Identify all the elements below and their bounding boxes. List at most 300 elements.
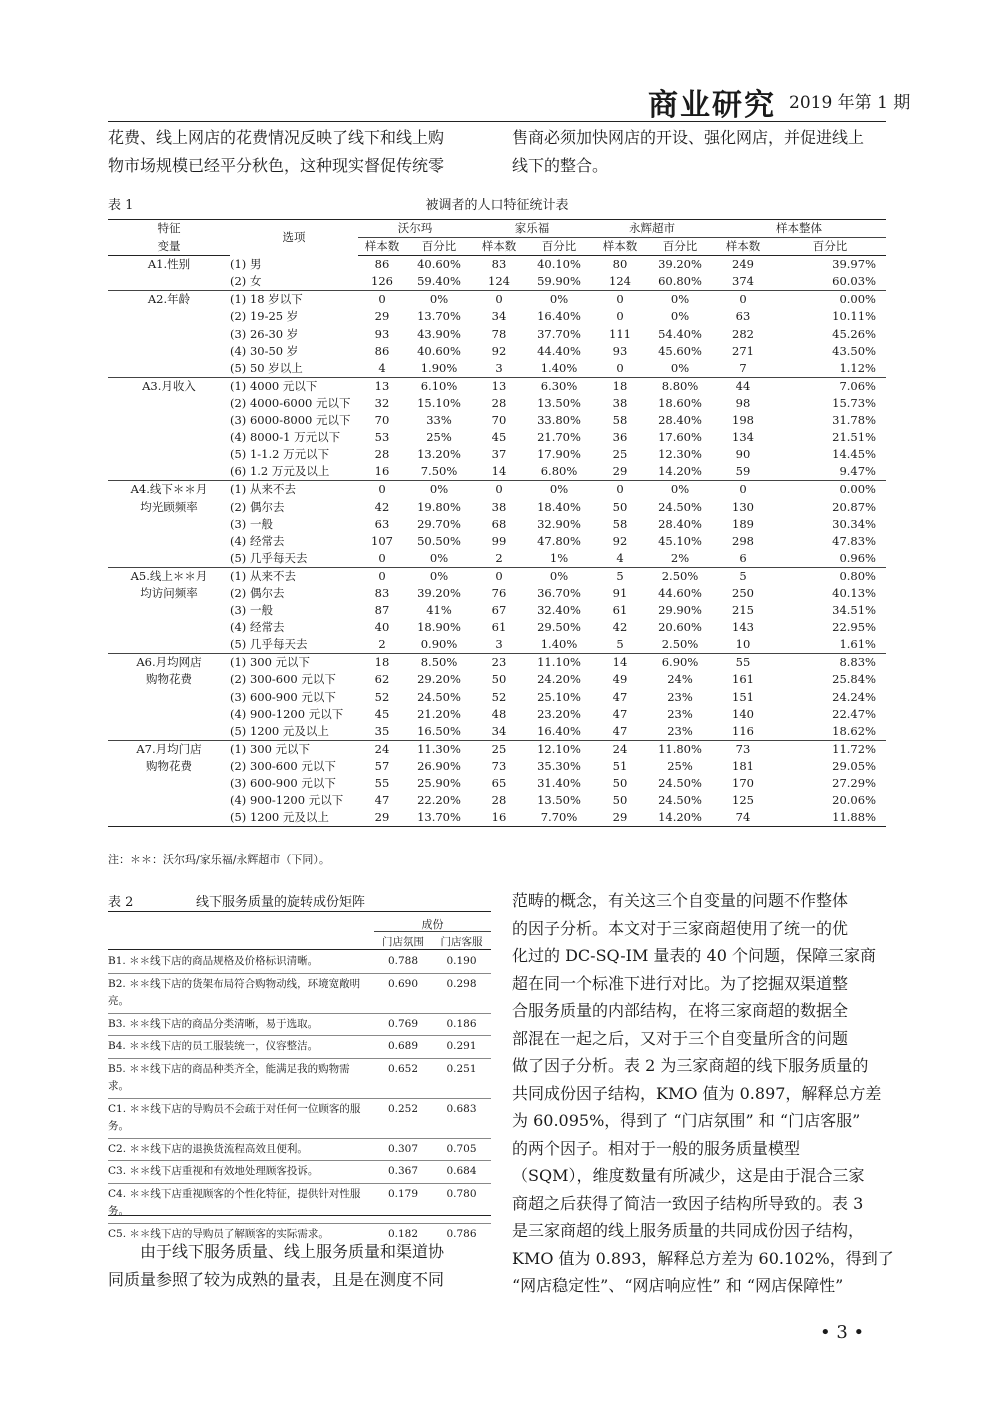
cell-percent: 59.90% bbox=[526, 273, 592, 291]
cell-percent: 21.51% bbox=[832, 430, 876, 445]
cell-percent: 27.29% bbox=[832, 776, 876, 790]
cell-percent: 14.20% bbox=[648, 463, 712, 481]
cell-percent: 8.83% bbox=[839, 655, 876, 670]
cell-count: 90 bbox=[735, 447, 751, 462]
cell-percent: 1.61% bbox=[774, 636, 886, 654]
cell-percent: 0% bbox=[670, 482, 690, 497]
cell-count: 5 bbox=[739, 568, 747, 583]
table-row bbox=[108, 273, 886, 291]
cell-count: 63 bbox=[374, 516, 390, 531]
cell-count: 249 bbox=[732, 257, 754, 272]
cell-count: 50 bbox=[491, 672, 507, 687]
cell-variable bbox=[108, 550, 230, 568]
cell-count: 51 bbox=[612, 758, 628, 773]
cell-percent: 9.47% bbox=[774, 463, 886, 481]
table1-note: 注：＊＊：沃尔玛/家乐福/永辉超市（下同）。 bbox=[108, 853, 330, 866]
cell-count: 18 bbox=[612, 378, 628, 393]
cell-option: (2) 4000-6000 元以下 bbox=[230, 395, 351, 410]
cell-percent: 43.50% bbox=[832, 343, 876, 358]
cell-count: 5 bbox=[592, 636, 648, 654]
cell-variable bbox=[108, 636, 230, 654]
cell-percent: 6.90% bbox=[661, 655, 699, 670]
table2-loading-atmosphere: 0.367 bbox=[387, 1165, 419, 1177]
table-row bbox=[108, 689, 886, 706]
cell-percent: 24% bbox=[667, 672, 693, 687]
text-line: 为 60.095%，得到了 “门店氛围” 和 “门店客服” bbox=[512, 1111, 861, 1130]
cell-count: 47 bbox=[612, 706, 628, 721]
table-row bbox=[108, 481, 886, 499]
cell-percent: 0% bbox=[549, 482, 569, 497]
cell-percent: 11.30% bbox=[417, 741, 461, 756]
cell-count: 2 bbox=[358, 636, 406, 654]
cell-count: 125 bbox=[732, 793, 754, 808]
table-row bbox=[108, 809, 886, 827]
cell-count: 24 bbox=[612, 741, 628, 756]
cell-variable: 均光顾频率 bbox=[140, 499, 198, 514]
header-option: 选项 bbox=[230, 220, 358, 256]
intro-left-column bbox=[108, 124, 488, 179]
cell-percent: 21.20% bbox=[417, 706, 461, 721]
subheader-pct: 百分比 bbox=[774, 238, 886, 256]
cell-percent: 18.90% bbox=[417, 620, 461, 635]
cell-percent: 31.78% bbox=[832, 413, 876, 428]
cell-percent: 23% bbox=[648, 723, 712, 741]
cell-variable bbox=[108, 619, 230, 636]
table-row bbox=[108, 360, 886, 378]
cell-count: 52 bbox=[491, 689, 507, 704]
table2-row bbox=[108, 974, 491, 1014]
table2-row bbox=[108, 1139, 491, 1162]
cell-option: (1) 300 元以下 bbox=[230, 655, 311, 670]
text-line: （SQM），维度数量有所减少，这是由于混合三家 bbox=[512, 1166, 865, 1185]
cell-percent: 14.20% bbox=[648, 809, 712, 827]
cell-variable bbox=[108, 706, 230, 723]
table-row bbox=[108, 654, 886, 672]
cell-percent: 23.20% bbox=[537, 706, 581, 721]
cell-count: 6 bbox=[712, 550, 774, 568]
cell-percent: 40.10% bbox=[537, 257, 581, 272]
cell-count: 24 bbox=[374, 741, 390, 756]
table-row bbox=[108, 463, 886, 481]
table2-group-header: 成份 bbox=[421, 918, 444, 931]
table-row bbox=[108, 326, 886, 343]
cell-percent: 10.11% bbox=[832, 309, 876, 324]
table2-bottom-rule bbox=[108, 1215, 491, 1216]
cell-percent: 0.80% bbox=[839, 568, 876, 583]
cell-count: 116 bbox=[712, 723, 774, 741]
cell-variable: A2.年龄 bbox=[147, 292, 191, 307]
table2-item-text: C5. ＊＊线下店的导购员了解顾客的实际需求。 bbox=[108, 1227, 329, 1240]
cell-count: 5 bbox=[616, 568, 624, 583]
cell-count: 124 bbox=[592, 273, 648, 291]
text-line: KMO 值为 0.893，解释总方差为 60.102%，得到了 bbox=[512, 1248, 894, 1268]
table2-label: 表 2 bbox=[108, 895, 134, 910]
cell-percent: 0.00% bbox=[839, 482, 876, 497]
cell-option: (1) 18 岁以下 bbox=[230, 292, 303, 307]
cell-count: 134 bbox=[732, 430, 754, 445]
table2-row bbox=[108, 1184, 491, 1224]
cell-percent: 26.90% bbox=[417, 758, 461, 773]
table2-group-rule bbox=[374, 931, 491, 932]
cell-count: 38 bbox=[491, 499, 507, 514]
cell-percent: 45.26% bbox=[832, 326, 876, 341]
table2-item-text: B3. ＊＊线下店的商品分类清晰，易于选取。 bbox=[108, 1017, 319, 1030]
text-line: 范畴的概念，有关这三个自变量的问题不作整体 bbox=[512, 891, 849, 910]
cell-count: 25 bbox=[491, 741, 507, 756]
cell-option: (3) 一般 bbox=[230, 516, 273, 531]
cell-percent: 23% bbox=[667, 689, 693, 704]
cell-percent: 11.88% bbox=[774, 809, 886, 827]
cell-variable bbox=[108, 533, 230, 550]
cell-percent: 29.90% bbox=[658, 603, 702, 618]
cell-count: 7 bbox=[712, 360, 774, 378]
cell-option: (5) 50 岁以上 bbox=[230, 360, 358, 378]
cell-percent: 24.50% bbox=[658, 776, 702, 790]
cell-count: 47 bbox=[612, 689, 628, 704]
text-line: 超在同一个标准下进行对比。为了挖掘双渠道整 bbox=[512, 973, 849, 993]
cell-count: 13 bbox=[374, 378, 390, 393]
cell-option: (2) 女 bbox=[230, 273, 358, 291]
table-row bbox=[108, 636, 886, 654]
cell-count: 29 bbox=[592, 809, 648, 827]
cell-count: 28 bbox=[491, 395, 507, 410]
table2-loading-service: 0.298 bbox=[446, 977, 477, 990]
cell-percent: 24.50% bbox=[658, 793, 702, 808]
cell-count: 34 bbox=[491, 309, 507, 324]
cell-percent: 2.50% bbox=[648, 636, 712, 654]
cell-count: 143 bbox=[732, 620, 754, 635]
cell-percent: 16.50% bbox=[406, 723, 472, 741]
cell-percent: 20.06% bbox=[832, 793, 876, 808]
text-line: 的因子分析。本文对于三家商超使用了统一的优 bbox=[512, 918, 849, 938]
cell-percent: 24.50% bbox=[417, 689, 461, 704]
cell-variable bbox=[108, 446, 230, 463]
cell-count: 50 bbox=[612, 776, 628, 790]
cell-percent: 36.70% bbox=[537, 585, 581, 600]
cell-percent: 39.97% bbox=[832, 257, 876, 272]
cell-count: 111 bbox=[609, 326, 631, 341]
cell-count: 0 bbox=[495, 568, 503, 583]
cell-count: 29 bbox=[592, 463, 648, 481]
cell-count: 0 bbox=[616, 482, 624, 497]
cell-option: (4) 经常去 bbox=[230, 620, 285, 635]
cell-percent: 25.90% bbox=[417, 776, 461, 790]
cell-variable bbox=[108, 516, 230, 533]
cell-percent: 41% bbox=[426, 603, 452, 618]
cell-option: (4) 900-1200 元以下 bbox=[230, 706, 344, 721]
cell-count: 107 bbox=[371, 533, 393, 548]
cell-percent: 29.20% bbox=[417, 672, 461, 687]
header-feature: 特征 bbox=[108, 220, 230, 238]
header-rule bbox=[108, 121, 886, 122]
cell-count: 58 bbox=[612, 516, 628, 531]
cell-count: 50 bbox=[612, 793, 628, 808]
cell-option: (2) 偶尔去 bbox=[230, 499, 285, 514]
cell-count: 0 bbox=[592, 360, 648, 378]
cell-percent: 7.06% bbox=[839, 378, 876, 393]
cell-option: (1) 男 bbox=[230, 256, 262, 271]
cell-count: 49 bbox=[612, 672, 628, 687]
cell-count: 3 bbox=[472, 636, 526, 654]
table2-loading-atmosphere: 0.179 bbox=[387, 1187, 419, 1200]
table1-title: 被调者的人口特征统计表 bbox=[425, 198, 569, 213]
cell-count: 28 bbox=[491, 793, 507, 808]
table2-body bbox=[108, 951, 491, 1245]
cell-variable: 购物花费 bbox=[146, 758, 192, 773]
cell-variable: 购物花费 bbox=[146, 672, 192, 687]
table2-loading-service: 0.291 bbox=[446, 1040, 477, 1052]
cell-count: 65 bbox=[491, 776, 507, 790]
table-row bbox=[108, 377, 886, 395]
table2-header-rule bbox=[108, 949, 491, 950]
cell-percent: 45.10% bbox=[658, 533, 702, 548]
table-row bbox=[108, 671, 886, 688]
cell-option: (2) 偶尔去 bbox=[230, 585, 285, 600]
cell-count: 10 bbox=[712, 636, 774, 654]
cell-option: (1) 4000 元以下 bbox=[230, 378, 318, 393]
cell-percent: 25.84% bbox=[832, 672, 876, 687]
cell-count: 78 bbox=[491, 326, 507, 341]
table2-loading-service: 0.684 bbox=[446, 1165, 477, 1177]
cell-count: 86 bbox=[374, 343, 390, 358]
table2-item-text: B5. ＊＊线下店的商品种类齐全，能满足我的购物需求。 bbox=[108, 1062, 350, 1092]
cell-percent: 39.20% bbox=[658, 257, 702, 272]
cell-count: 29 bbox=[374, 309, 390, 324]
cell-percent: 2% bbox=[648, 550, 712, 568]
cell-count: 42 bbox=[612, 620, 628, 635]
cell-percent: 14.45% bbox=[832, 447, 876, 462]
cell-count: 70 bbox=[491, 413, 507, 428]
body-paragraph-left bbox=[108, 1238, 491, 1293]
text-line: 共同成份因子结构，KMO 值为 0.897，解释总方差 bbox=[512, 1083, 882, 1103]
cell-option: (5) 1-1.2 万元以下 bbox=[230, 447, 330, 462]
cell-percent: 8.50% bbox=[420, 655, 458, 670]
table-row bbox=[108, 499, 886, 516]
cell-count: 35 bbox=[358, 723, 406, 741]
cell-count: 55 bbox=[374, 776, 390, 790]
cell-variable bbox=[108, 602, 230, 619]
table2-loading-atmosphere: 0.689 bbox=[387, 1040, 419, 1052]
cell-percent: 18.60% bbox=[658, 395, 702, 410]
header-yonghui: 永辉超市 bbox=[592, 220, 712, 238]
cell-percent: 18.40% bbox=[537, 499, 581, 514]
table2-item-text: B1. ＊＊线下店的商品规格及价格标识清晰。 bbox=[108, 955, 319, 967]
cell-variable bbox=[108, 273, 230, 291]
cell-option: (5) 1200 元及以上 bbox=[230, 723, 358, 741]
cell-percent: 19.80% bbox=[417, 499, 461, 514]
table-row bbox=[108, 602, 886, 619]
cell-percent: 6.30% bbox=[540, 378, 578, 393]
cell-percent: 1.40% bbox=[526, 636, 592, 654]
cell-option: (5) 1200 元及以上 bbox=[230, 809, 358, 827]
cell-count: 68 bbox=[491, 516, 507, 531]
cell-percent: 22.95% bbox=[832, 620, 876, 635]
cell-count: 45 bbox=[374, 706, 390, 721]
table2-loading-atmosphere: 0.307 bbox=[387, 1142, 419, 1155]
cell-percent: 17.60% bbox=[658, 430, 702, 445]
cell-percent: 24.24% bbox=[832, 689, 876, 704]
cell-count: 34 bbox=[472, 723, 526, 741]
cell-count: 57 bbox=[374, 758, 390, 773]
cell-percent: 18.62% bbox=[774, 723, 886, 741]
table2-loading-atmosphere: 0.252 bbox=[387, 1102, 419, 1115]
table2-item-text: C1. ＊＊线下店的导购员不会疏于对任何一位顾客的服务。 bbox=[108, 1102, 361, 1132]
cell-percent: 0% bbox=[429, 482, 449, 497]
cell-count: 37 bbox=[491, 447, 507, 462]
cell-percent: 50.50% bbox=[417, 533, 461, 548]
table2-loading-service: 0.786 bbox=[446, 1227, 477, 1240]
cell-count: 0 bbox=[739, 482, 747, 497]
cell-percent: 17.90% bbox=[537, 447, 581, 462]
cell-count: 271 bbox=[732, 343, 754, 358]
cell-percent: 44.60% bbox=[658, 585, 702, 600]
text-line: 化过的 DC-SQ-IM 量表的 40 个问题，保障三家商 bbox=[512, 946, 876, 965]
cell-variable bbox=[108, 792, 230, 809]
cell-count: 99 bbox=[491, 533, 507, 548]
table-row bbox=[108, 412, 886, 429]
cell-count: 92 bbox=[612, 533, 628, 548]
cell-count: 126 bbox=[358, 273, 406, 291]
cell-percent: 24.50% bbox=[658, 499, 702, 514]
cell-percent: 32.40% bbox=[537, 603, 581, 618]
table-row bbox=[108, 723, 886, 741]
cell-percent: 20.60% bbox=[658, 620, 702, 635]
table-row bbox=[108, 706, 886, 723]
cell-percent: 8.80% bbox=[661, 378, 699, 393]
cell-percent: 40.60% bbox=[417, 257, 461, 272]
cell-variable bbox=[108, 429, 230, 446]
cell-percent: 0% bbox=[549, 292, 569, 307]
cell-percent: 44.40% bbox=[537, 343, 581, 358]
cell-percent: 22.47% bbox=[832, 706, 876, 721]
cell-count: 250 bbox=[732, 585, 754, 600]
cell-count: 70 bbox=[374, 413, 390, 428]
cell-count: 83 bbox=[491, 257, 507, 272]
cell-count: 0 bbox=[378, 568, 386, 583]
cell-count: 298 bbox=[732, 533, 754, 548]
cell-option: (5) 几乎每天去 bbox=[230, 550, 358, 568]
cell-count: 92 bbox=[491, 343, 507, 358]
cell-variable bbox=[108, 326, 230, 343]
intro-right-column bbox=[512, 124, 886, 179]
cell-percent: 0% bbox=[648, 360, 712, 378]
cell-percent: 60.03% bbox=[774, 273, 886, 291]
cell-option: (1) 从来不去 bbox=[230, 568, 296, 583]
cell-percent: 13.50% bbox=[537, 793, 581, 808]
cell-count: 16 bbox=[472, 809, 526, 827]
cell-count: 0 bbox=[495, 292, 503, 307]
cell-count: 76 bbox=[491, 585, 507, 600]
table-row bbox=[108, 792, 886, 809]
cell-percent: 16.40% bbox=[526, 723, 592, 741]
table2-top-rule bbox=[108, 911, 491, 912]
table2-row bbox=[108, 1161, 491, 1184]
cell-variable: A4.线下＊＊月 bbox=[130, 482, 208, 497]
cell-count: 161 bbox=[732, 672, 754, 687]
table-row bbox=[108, 308, 886, 325]
cell-percent: 47.83% bbox=[832, 533, 876, 548]
cell-count: 86 bbox=[374, 257, 390, 272]
cell-count: 61 bbox=[491, 620, 507, 635]
cell-percent: 12.30% bbox=[658, 447, 702, 462]
cell-percent: 7.70% bbox=[526, 809, 592, 827]
cell-count: 3 bbox=[472, 360, 526, 378]
table-row bbox=[108, 256, 886, 274]
cell-percent: 7.50% bbox=[406, 463, 472, 481]
table1-body bbox=[108, 256, 886, 827]
text-line: 合服务质量的内部结构，在将三家商超的数据全 bbox=[512, 1001, 849, 1020]
cell-percent: 47.80% bbox=[537, 533, 581, 548]
cell-percent: 29.50% bbox=[537, 620, 581, 635]
table2-item-text: B4. ＊＊线下店的员工服装统一，仪容整洁。 bbox=[108, 1040, 319, 1052]
cell-count: 0 bbox=[378, 482, 386, 497]
table2-row bbox=[108, 951, 491, 974]
table-row bbox=[108, 395, 886, 412]
cell-percent: 23% bbox=[667, 706, 693, 721]
subheader-count: 样本数 bbox=[712, 238, 774, 256]
table2-loading-service: 0.186 bbox=[446, 1017, 477, 1030]
cell-count: 32 bbox=[374, 395, 390, 410]
cell-count: 74 bbox=[712, 809, 774, 827]
cell-count: 36 bbox=[612, 430, 628, 445]
cell-percent: 30.34% bbox=[832, 516, 876, 531]
header-walmart: 沃尔玛 bbox=[358, 220, 472, 238]
cell-percent: 11.72% bbox=[832, 741, 876, 756]
cell-percent: 6.10% bbox=[420, 378, 458, 393]
cell-percent: 24.20% bbox=[537, 672, 581, 687]
cell-percent: 28.40% bbox=[658, 516, 702, 531]
cell-percent: 33.80% bbox=[537, 413, 581, 428]
cell-count: 13 bbox=[491, 378, 507, 393]
cell-percent: 29.05% bbox=[832, 758, 876, 773]
table-row bbox=[108, 619, 886, 636]
cell-percent: 0% bbox=[429, 568, 449, 583]
cell-count: 29 bbox=[358, 809, 406, 827]
table2-col-store-service: 门店客服 bbox=[440, 936, 483, 948]
cell-count: 25 bbox=[612, 447, 628, 462]
cell-percent: 28.40% bbox=[658, 413, 702, 428]
cell-percent: 22.20% bbox=[417, 793, 461, 808]
cell-percent: 31.40% bbox=[537, 776, 581, 790]
table2-title: 线下服务质量的旋转成份矩阵 bbox=[196, 895, 366, 910]
cell-variable bbox=[108, 343, 230, 360]
text-line: 的两个因子。相对于一般的服务质量模型 bbox=[512, 1138, 801, 1158]
cell-percent: 13.70% bbox=[417, 309, 461, 324]
cell-percent: 39.20% bbox=[417, 585, 461, 600]
table2-row bbox=[108, 1059, 491, 1099]
cell-count: 47 bbox=[374, 793, 390, 808]
text-line: 商超之后获得了简洁一致因子结构所导致的。表 3 bbox=[512, 1193, 864, 1213]
text-line: 售商必须加快网店的开设、强化网店，并促进线上 bbox=[512, 128, 865, 147]
table2-row bbox=[108, 1036, 491, 1059]
header-variable: 变量 bbox=[108, 238, 230, 256]
cell-count: 87 bbox=[374, 603, 390, 618]
cell-count: 73 bbox=[735, 741, 751, 756]
table2-item-text: C3. ＊＊线下店重视和有效地处理顾客投诉。 bbox=[108, 1165, 319, 1177]
table1 bbox=[108, 219, 886, 827]
table2-loading-service: 0.705 bbox=[446, 1142, 477, 1155]
cell-percent: 0.00% bbox=[839, 292, 876, 307]
cell-count: 130 bbox=[732, 499, 754, 514]
cell-count: 14 bbox=[612, 655, 628, 670]
table2-loading-service: 0.190 bbox=[446, 955, 477, 967]
table2-loading-atmosphere: 0.652 bbox=[387, 1062, 419, 1075]
cell-percent: 13.20% bbox=[417, 447, 461, 462]
cell-percent: 11.80% bbox=[658, 741, 702, 756]
cell-percent: 25.10% bbox=[537, 689, 581, 704]
table2-loading-atmosphere: 0.788 bbox=[387, 955, 419, 967]
subheader-pct: 百分比 bbox=[526, 238, 592, 256]
